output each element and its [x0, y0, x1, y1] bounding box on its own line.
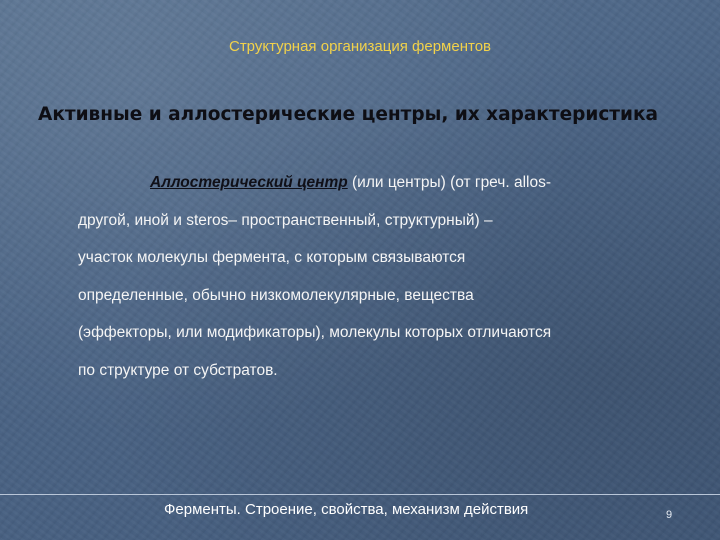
slide-heading: Активные и аллостерические центры, их характеристика [38, 104, 659, 125]
footer-divider [0, 494, 720, 495]
body-line-1-rest: (или центры) (от греч. allos- [347, 174, 552, 191]
body-line-5: (эффекторы, или модификаторы), молекулы которых отличаются [78, 324, 552, 341]
page-number: 9 [666, 509, 673, 521]
slide-footer: Ферменты. Строение, свойства, механизм действия [164, 501, 529, 518]
body-line-1 [78, 164, 700, 202]
body-line-2: другой, иной и steros– пространственный, структурный) – [78, 211, 493, 229]
slide-body [78, 164, 700, 389]
body-line-4: определенные, обычно низкомолекулярные, вещества [78, 286, 474, 304]
body-line-3: участок молекулы фермента, с которым связываются [78, 249, 466, 266]
allosteric-center-term: Аллостерический центр [150, 174, 348, 191]
body-line-6: по структуре от субстратов. [78, 361, 278, 379]
slide-top-title: Структурная организация ферментов [228, 38, 492, 55]
